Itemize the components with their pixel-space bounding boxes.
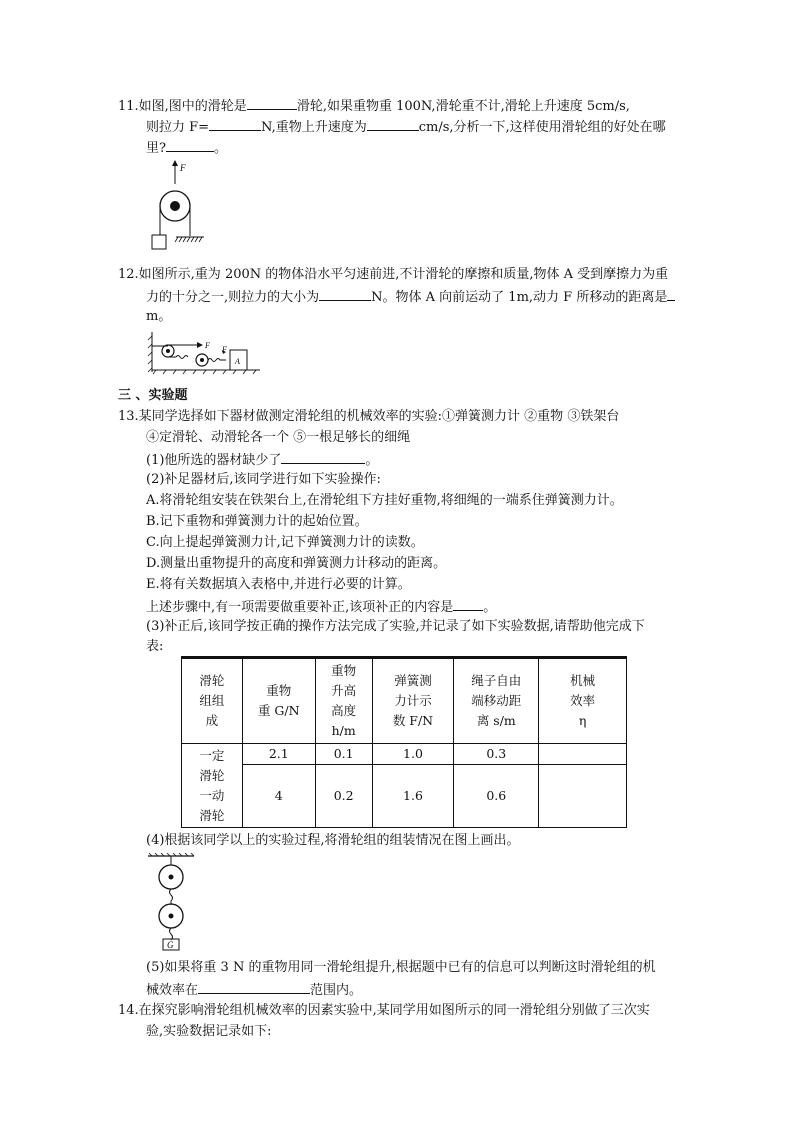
q11-blank-2[interactable]	[209, 117, 261, 131]
table-row	[182, 765, 627, 828]
q13-step-e: E.将有关数据填入表格中,并进行必要的计算。	[146, 577, 411, 592]
cell-height-2: 0.2	[315, 765, 372, 828]
q13-part5-line1: (5)如果将重 3 N 的重物用同一滑轮组提升,根据题中已有的信息可以判断这时滑轮组的机	[146, 960, 656, 975]
q12-fig-a-label: A	[235, 357, 240, 366]
header-rope-distance: 绳子自由 端移动距 离 s/m	[454, 658, 539, 744]
q13-step-c: C.向上提起弹簧测力计,记下弹簧测力计的读数。	[146, 535, 424, 550]
q11-line3: 里? 。	[146, 138, 227, 158]
table-row	[182, 744, 627, 765]
header-pulley-group: 滑轮 组组 成	[182, 658, 243, 744]
q13-step-b: B.记下重物和弹簧测力计的起始位置。	[146, 514, 368, 529]
q13-line2: ④定滑轮、动滑轮各一个 ⑤一根足够长的细绳	[146, 430, 411, 445]
header-height: 重物 升高 高度 h/m	[315, 658, 372, 744]
cell-efficiency-2[interactable]	[539, 765, 627, 828]
q12-blank-2[interactable]	[667, 287, 675, 301]
experiment-data-table	[181, 656, 627, 828]
q13-part4: (4)根据该同学以上的实验过程,将滑轮组的组装情况在图上画出。	[146, 833, 520, 848]
q13-line1: 13.某同学选择如下器材做测定滑轮组的机械效率的实验:①弹簧测力计 ②重物 ③铁架台	[118, 409, 620, 424]
q13-blank-2[interactable]	[453, 597, 483, 611]
q12-fig-f2-label: F	[222, 345, 227, 354]
cell-height-1: 0.1	[315, 744, 372, 765]
q12-line1: 12.如图所示,重为 200N 的物体沿水平匀速前进,不计滑轮的摩擦和质量,物体 A 受到摩擦力为重	[118, 267, 669, 282]
cell-distance-1: 0.3	[454, 744, 539, 765]
q13-fig-g-label: G	[167, 940, 174, 950]
q13-step-a: A.将滑轮组安装在铁架台上,在滑轮组下方挂好重物,将细绳的一端系住弹簧测力计。	[146, 493, 623, 508]
q13-part3-line1: (3)补正后,该同学按正确的操作方法完成了实验,并记录了如下实验数据,请帮助他完成下	[146, 619, 645, 634]
q12-fig-f1-label: F	[205, 341, 210, 350]
section-3-heading: 三 、实验题	[118, 388, 188, 403]
q13-part5-line2: 械效率在 范围内。	[146, 980, 362, 1000]
q11-fig-f-label: F	[180, 163, 186, 173]
q11-line1: 11.如图,图中的滑轮是 滑轮,如果重物重 100N,滑轮重不计,滑轮上升速度 5cm/s,	[118, 96, 630, 116]
table-header-row	[182, 658, 627, 744]
cell-efficiency-1[interactable]	[539, 744, 627, 765]
header-efficiency: 机械 效率 η	[539, 658, 627, 744]
cell-distance-2: 0.6	[454, 765, 539, 828]
q11-blank-3[interactable]	[367, 117, 419, 131]
q13-step-d: D.测量出重物提升的高度和弹簧测力计移动的距离。	[146, 556, 447, 571]
q13-blank-1[interactable]	[281, 450, 365, 464]
cell-reading-1: 1.0	[372, 744, 454, 765]
q13-part1: (1)他所选的器材缺少了 。	[146, 450, 378, 470]
header-weight: 重物 重 G/N	[242, 658, 315, 744]
q12-pulley-figure	[146, 330, 262, 376]
q11-line2: 则拉力 F= N,重物上升速度为 cm/s,分析一下,这样使用滑轮组的好处在哪	[146, 117, 666, 137]
q11-blank-4[interactable]	[166, 138, 214, 152]
q13-blank-3[interactable]	[198, 980, 310, 994]
q13-part2: (2)补足器材后,该同学进行如下实验操作:	[146, 472, 381, 487]
q12-blank-1[interactable]	[319, 287, 371, 301]
q13-part3-line2: 表:	[146, 639, 164, 654]
cell-pulley-group: 一定 滑轮 一动 滑轮	[182, 744, 243, 828]
q13-part2-question: 上述步骤中,有一项需要做重要补正,该项补正的内容是 。	[146, 597, 496, 617]
header-spring-reading: 弹簧测 力计示 数 F/N	[372, 658, 454, 744]
q11-blank-1[interactable]	[247, 96, 297, 110]
q12-line2: 力的十分之一,则拉力的大小为 N。物体 A 向前运动了 1m,动力 F 所移动的距离是	[146, 287, 675, 307]
q14-line1: 14.在探究影响滑轮组机械效率的因素实验中,某同学用如图所示的同一滑轮组分别做了三次实	[118, 1003, 650, 1018]
cell-weight-2: 4	[242, 765, 315, 828]
q12-line3: m。	[146, 309, 172, 324]
q14-line2: 验,实验数据记录如下:	[146, 1024, 272, 1039]
cell-reading-2: 1.6	[372, 765, 454, 828]
q13-pulley-drawing-area	[146, 853, 196, 953]
q11-pulley-figure	[146, 160, 206, 252]
cell-weight-1: 2.1	[242, 744, 315, 765]
